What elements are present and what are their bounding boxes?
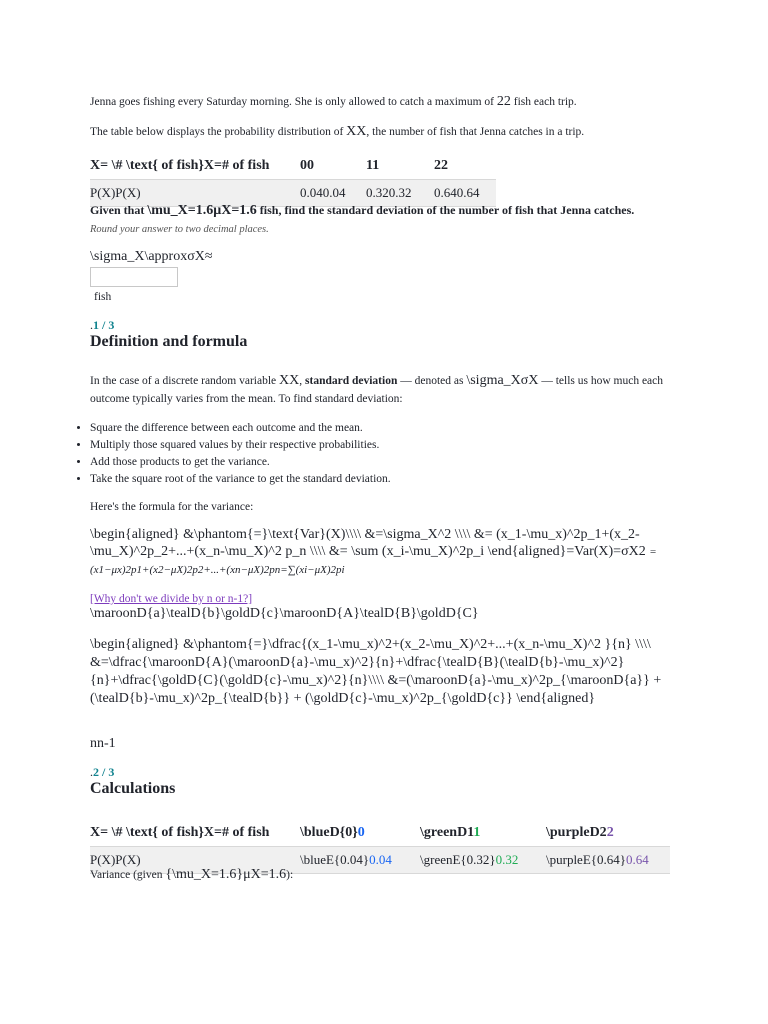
why-divide-link[interactable]: [Why don't we divide by n or n-1?] [90, 593, 253, 605]
calculation-table [90, 820, 670, 874]
color-macros: \maroonD{a}\tealD{b}\goldD{c}\maroonD{A}\tealD{B}\goldD{C} [90, 606, 479, 621]
answer-unit: fish [94, 291, 112, 303]
header-cell: 00 [300, 158, 314, 173]
variance-line: Variance (given {\mu_X=1.6}μX=1.6): [90, 867, 294, 882]
header-cell: \greenD11 [420, 825, 481, 840]
table-cell: 0.640.64 [434, 180, 496, 207]
answer-input[interactable] [90, 267, 178, 287]
table-header-row [90, 820, 670, 847]
question-text: Given that \mu_X=1.6μX=1.6 fish, find the standard deviation of the number of fish that Jenna catches. [90, 203, 635, 218]
hint-title: Definition and formula [90, 333, 248, 350]
answer-label: \sigma_X\approxσX≈ [90, 249, 213, 264]
table-cell: \purpleE{0.64}0.64 [546, 847, 670, 874]
row-label: P(X)P(X) [90, 180, 300, 207]
round-note: Round your answer to two decimal places. [90, 224, 269, 235]
formula-intro: Here's the formula for the variance: [90, 501, 254, 513]
variance-derivation: \begin{aligned} &\phantom{=}\dfrac{(x_1-\mu_x)^2+(x_2-\mu_X)^2+...+(x_n-\mu_X)^2 }{n} \\\\ &=\dfrac{\maroonD{A}(\maroonD{a}-\mu_x)^2}{n}+\dfrac{\tealD{B}(\tealD{b}-\mu_x)^2}{n}+\dfrac{\goldD{C}(\goldD{c}-\mu_x)^2}{n}\\\\ &=(\maroonD{a}-\mu_x)^2p_{\maroonD{a}} + (\tealD{b}-\mu_x)^2p_{\tealD{b}} + (\goldD{c}-\mu_x)^2p_{\goldD{c}} \end{aligned} [90, 637, 662, 706]
header-cell: \blueD{0}0 [300, 825, 365, 840]
table-cell: 0.320.32 [366, 180, 434, 207]
row-label: P(X)P(X) [90, 847, 300, 874]
table-cell: 0.040.04 [300, 180, 366, 207]
hint-counter: .1 / 3 [90, 318, 115, 332]
problem-intro: Jenna goes fishing every Saturday morning. She is only allowed to catch a maximum of 22 fish each trip. [90, 94, 577, 109]
table-header-row [90, 153, 496, 180]
hint-counter: .2 / 3 [90, 765, 115, 779]
variance-formula: \begin{aligned} &\phantom{=}\text{Var}(X)\\\\ &=\sigma_X^2 \\\\ &= (x_1-\mu_x)^2p_1+(x_2-\mu_X)^2p_2+...+(x_n-\mu_X)^2 p_n \\\\ &= \sum (x_i-\mu_X)^2p_i \end{aligned}=Var(X)=σX2 =(x1−μx)2p1+(x2−μX)2p2+...+(xn−μX)2pn=∑(xi−μX)2pi [90, 527, 657, 576]
table-intro: The table below displays the probability distribution of XX, the number of fish that Jenna catches in a trip. [90, 124, 585, 139]
hint-title: Calculations [90, 780, 176, 797]
list-item: • Square the difference between each outcome and the mean. [90, 420, 391, 437]
header-label: X= \# \text{ of fish}X=# of fish [90, 158, 270, 173]
header-cell: \purpleD22 [546, 825, 614, 840]
table-cell: \blueE{0.04}0.04 [300, 847, 420, 874]
header-cell: 22 [434, 158, 448, 173]
probability-table [90, 153, 496, 207]
steps-list [66, 420, 391, 488]
header-cell: 11 [366, 158, 380, 173]
table-cell: \greenE{0.32}0.32 [420, 847, 546, 874]
list-item: • Take the square root of the variance to get the standard deviation. [90, 471, 391, 488]
definition-text: In the case of a discrete random variable XX, standard deviation — denoted as \sigma_XσX — tells us how much each outcome typically varies from the mean. To find standard deviation: [90, 373, 664, 405]
header-label: X= \# \text{ of fish}X=# of fish [90, 825, 270, 840]
list-item: • Multiply those squared values by their respective probabilities. [90, 437, 391, 454]
list-item: • Add those products to get the variance. [90, 454, 391, 471]
nn-text: nn-1 [90, 736, 116, 751]
